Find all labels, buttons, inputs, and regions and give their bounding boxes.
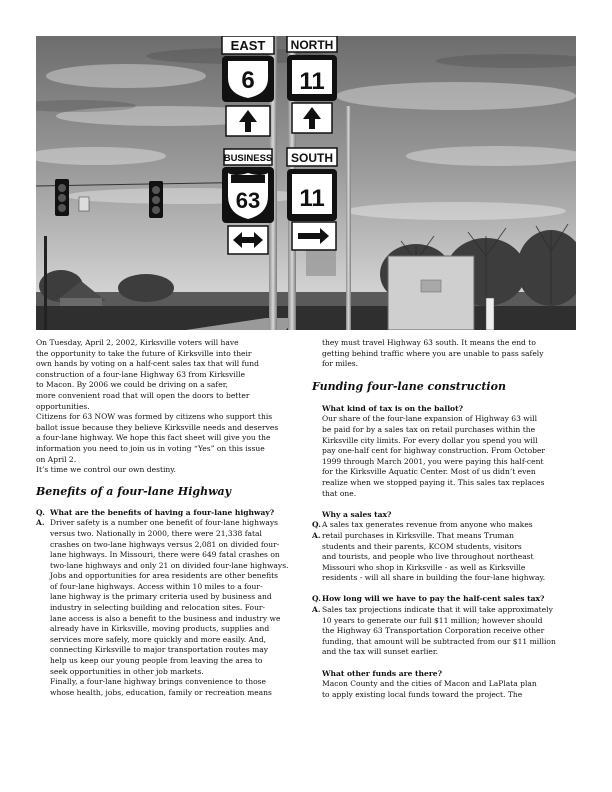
funding-heading: Funding four-lane construction xyxy=(312,379,506,393)
right-column xyxy=(312,338,578,700)
answer-marker: A. xyxy=(36,518,45,528)
question-marker: Q. xyxy=(312,520,321,530)
how-long-question: How long will we have to pay the half-cent sales tax? xyxy=(322,594,545,604)
benefits-line: help us keep our young people from leaving the area to xyxy=(50,656,263,666)
tax-kind-line: Our share of the four-lane expansion of Highway 63 will xyxy=(322,414,537,424)
how-long-line: funding, that amount will be subtracted from our $11 million xyxy=(322,636,556,646)
benefits-line: industry in selecting building and relocation sites. Four- xyxy=(50,603,266,613)
why-sales-line: residents - will all share in building the four-lane highway. xyxy=(322,573,546,583)
tax-kind-question: What kind of tax is on the ballot? xyxy=(322,403,463,413)
benefits-line: Jobs and opportunities for area residents are other benefits xyxy=(50,571,279,581)
why-sales-qa xyxy=(312,520,578,584)
sign-arrow-up-right xyxy=(292,103,332,133)
benefits-line: lane highways. In Missouri, there were 649 fatal crashes on xyxy=(50,550,280,560)
benefits-question: What are the benefits of having a four-lane highway? xyxy=(50,507,275,517)
benefits-line: crashes on two-lane highways versus 2,081 on divided four- xyxy=(50,539,280,549)
intro-line: Citizens for 63 NOW was formed by citizens who support this xyxy=(36,412,273,422)
tax-kind-line: that one. xyxy=(322,488,357,498)
intro-line: to Macon. By 2006 we could be driving on a safer, xyxy=(36,380,228,390)
benefits-line: connecting Kirksville to major transportation routes may xyxy=(50,645,269,655)
sign-north xyxy=(287,36,337,52)
intro-paragraph xyxy=(36,338,302,476)
benefits-line: whose health, jobs, education, family or recreation means xyxy=(50,687,272,697)
how-long-qa xyxy=(312,594,578,658)
why-sales-line: Missouri who shop in Kirksville - as well as Kirksville xyxy=(322,562,526,572)
intro-line: a four-lane highway. We hope this fact sheet will give you the xyxy=(36,433,271,443)
intro-line: opportunities. xyxy=(36,401,90,411)
benefits-heading: Benefits of a four-lane Highway xyxy=(36,484,232,498)
sign-east-label: EAST xyxy=(230,38,266,53)
benefits-line: already have in Kirksville, moving products, supplies and xyxy=(50,624,270,634)
highway-signs-photo xyxy=(36,36,576,330)
intro-line: the opportunity to take the future of Kirksville into their xyxy=(36,348,252,358)
benefits-qa xyxy=(36,508,302,699)
tax-kind-section xyxy=(312,404,578,499)
other-funds-section xyxy=(312,669,578,701)
sign-route-63-number: 63 xyxy=(235,188,261,213)
sign-south-label: SOUTH xyxy=(291,151,333,165)
continued-line: getting behind traffic where you are unable to pass safely xyxy=(322,348,544,358)
continued-line: for miles. xyxy=(322,359,359,369)
intro-line: on April 2. xyxy=(36,454,77,464)
benefits-line: Finally, a four-lane highway brings convenience to those xyxy=(50,677,266,687)
benefits-line: lane access is also a benefit to the business and industry we xyxy=(50,613,281,623)
tax-kind-line: realize when we stopped paying it. This sales tax replaces xyxy=(322,477,545,487)
intro-line: ballot issue because they believe Kirksville needs and deserves xyxy=(36,422,279,432)
sign-business-label: BUSINESS xyxy=(223,153,273,164)
why-sales-line: A sales tax generates revenue from anyone who makes xyxy=(322,520,533,530)
why-sales-line: and tourists, and people who live throughout northeast xyxy=(322,552,534,562)
benefits-line: seek opportunities in other job markets. xyxy=(50,666,204,676)
other-funds-line: Macon County and the cities of Macon and LaPlata plan xyxy=(322,679,537,689)
benefits-line: services more safely, more quickly and more easily. And, xyxy=(50,634,267,644)
how-long-line: 10 years to generate our full $11 million; however should xyxy=(322,615,543,625)
sign-business xyxy=(224,149,273,165)
sign-arrow-right xyxy=(292,222,336,250)
electrical-cabinet xyxy=(388,256,474,330)
intro-line: more convenient road that will open the doors to better xyxy=(36,390,250,400)
question-marker: Q. xyxy=(312,594,321,604)
sign-arrow-both xyxy=(228,226,268,254)
continued-line: they must travel Highway 63 south. It means the end to xyxy=(322,338,536,347)
answer-marker: A. xyxy=(312,605,321,615)
intro-line: construction of a four-lane Highway 63 from Kirksville xyxy=(36,369,245,379)
benefits-line: versus two. Nationally in 2000, there were 21,338 fatal xyxy=(50,528,262,538)
tax-kind-line: pay one-half cent for highway construction. From October xyxy=(322,446,546,456)
sign-east xyxy=(222,36,274,54)
intro-line: It’s time we control our own destiny. xyxy=(36,465,176,475)
other-funds-line: to apply existing local funds toward the project. The xyxy=(322,689,523,699)
benefits-line: lane highway is the primary criteria used by business and xyxy=(50,592,272,602)
sign-north-label: NORTH xyxy=(290,38,334,52)
intro-line: information you need to join us in voting “Yes” on this issue xyxy=(36,443,265,453)
benefits-line: Driver safety is a number one benefit of four-lane highways xyxy=(50,518,279,528)
intro-line: own hands by voting on a half-cent sales tax that will fund xyxy=(36,359,259,369)
how-long-line: and the tax will sunset earlier. xyxy=(322,647,439,657)
other-funds-question: What other funds are there? xyxy=(322,668,443,678)
how-long-line: Sales tax projections indicate that it will take approximately xyxy=(322,605,553,615)
sign-route-11b-number: 11 xyxy=(299,185,325,212)
left-column xyxy=(36,338,302,698)
sign-route-63 xyxy=(222,167,274,223)
answer-marker: A. xyxy=(312,530,321,540)
sign-arrow-up-left xyxy=(226,106,270,136)
sign-route-11a-number: 11 xyxy=(299,68,325,95)
question-marker: Q. xyxy=(36,507,45,517)
ground xyxy=(36,306,576,330)
tax-kind-line: for the Kirksville Aquatic Center. Most of us didn’t even xyxy=(322,467,536,477)
sign-route-11-south xyxy=(287,169,337,221)
how-long-line: the Highway 63 Transportation Corporation receive other xyxy=(322,626,545,636)
tax-kind-line: Kirksville city limits. For every dollar you spend you will xyxy=(322,435,538,445)
sign-south xyxy=(287,148,337,166)
tax-kind-line: 1999 through March 2001, you were paying this half-cent xyxy=(322,456,544,466)
tax-kind-line: be paid for by a sales tax on retail purchases within the xyxy=(322,424,536,434)
sign-route-6-number: 6 xyxy=(241,67,255,94)
why-sales-question: Why a sales tax? xyxy=(322,509,392,519)
benefits-line: two-lane highways and only 21 on divided four-lane highways. xyxy=(50,560,289,570)
why-sales-line: retail purchases in Kirksville. That means Truman xyxy=(322,530,514,540)
sign-route-11-north xyxy=(287,55,337,101)
why-sales-line: students and their parents, KCOM students, visitors xyxy=(322,541,522,551)
sign-route-6 xyxy=(222,56,274,102)
benefits-line: of four-lane highways. Access within 10 miles to a four- xyxy=(50,581,263,591)
intro-line: On Tuesday, April 2, 2002, Kirksville voters will have xyxy=(36,338,239,347)
